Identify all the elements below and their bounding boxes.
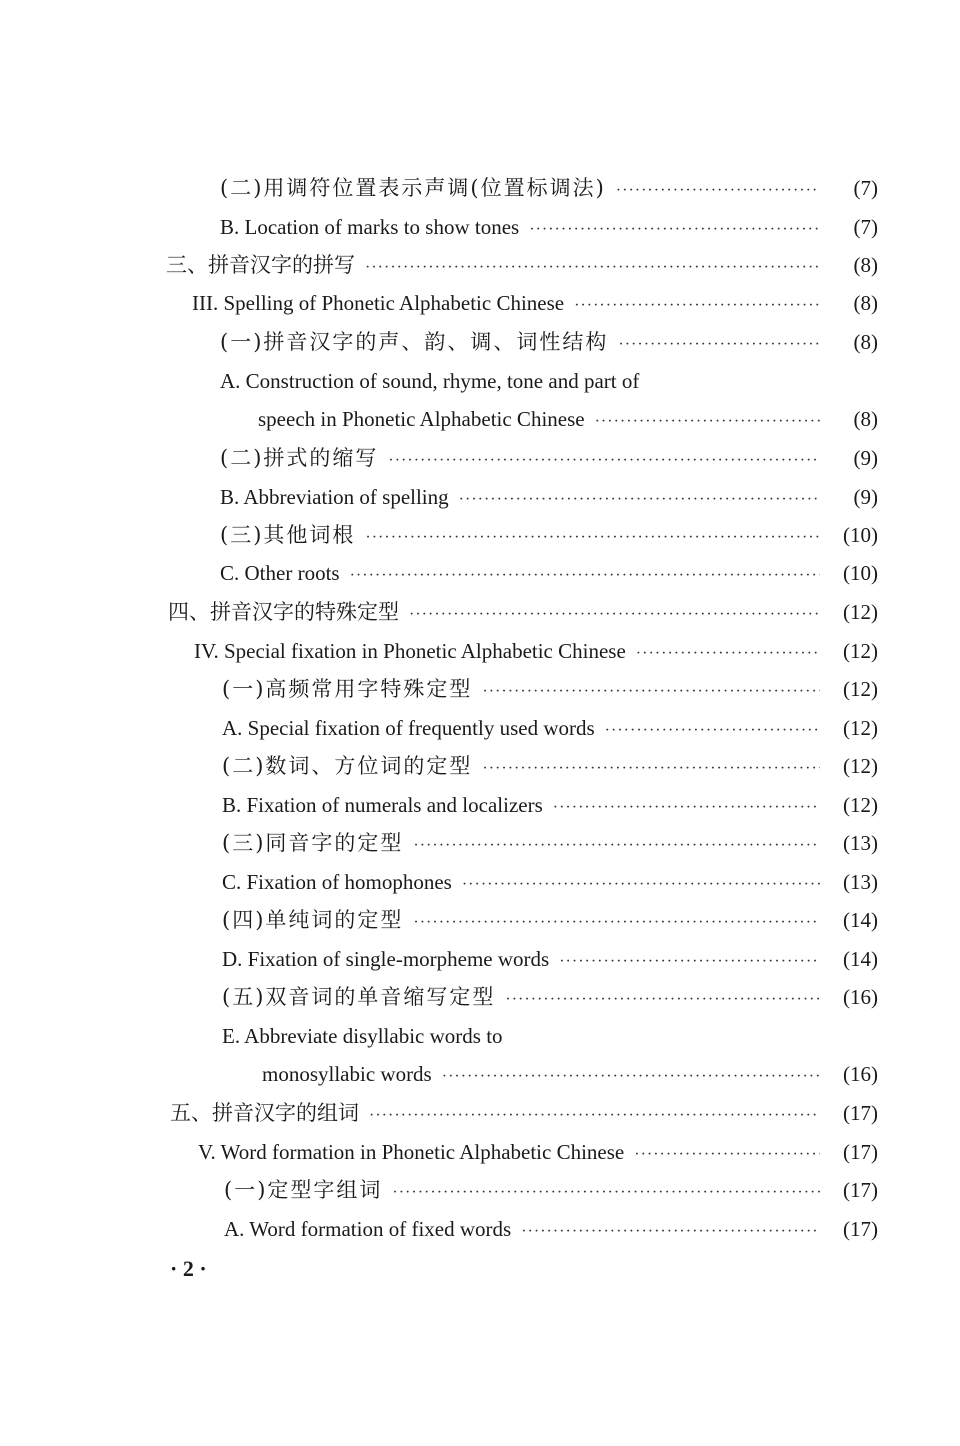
dot-leader bbox=[462, 870, 820, 900]
toc-entry-page: (12) bbox=[843, 677, 878, 701]
toc-entry-label: 五、拼音汉字的组词 bbox=[170, 1101, 359, 1125]
dot-leader bbox=[574, 291, 820, 321]
dot-leader bbox=[409, 600, 820, 630]
toc-entry-page: (14) bbox=[843, 908, 878, 932]
toc-entry-page: (13) bbox=[843, 831, 878, 855]
toc-entry bbox=[222, 944, 878, 974]
toc-entry-page: (12) bbox=[843, 754, 878, 778]
toc-entry bbox=[222, 751, 878, 781]
toc-entry-page: (8) bbox=[853, 253, 878, 277]
toc-entry-label: C. Fixation of homophones bbox=[222, 870, 452, 894]
toc-entry-label: (一)高频常用字特殊定型 bbox=[222, 677, 473, 701]
toc-entry-page: (16) bbox=[843, 1062, 878, 1086]
toc-entry-page: (12) bbox=[843, 639, 878, 663]
dot-leader bbox=[616, 176, 820, 206]
toc-entry-label: (二)数词、方位词的定型 bbox=[222, 754, 473, 778]
toc-entry-label: E. Abbreviate disyllabic words to bbox=[222, 1024, 503, 1048]
dot-leader bbox=[442, 1062, 820, 1092]
toc-entry bbox=[170, 1098, 878, 1128]
toc-entry bbox=[198, 1137, 878, 1167]
toc-entry-label: (一)定型字组词 bbox=[224, 1178, 383, 1202]
toc-entry-label: B. Location of marks to show tones bbox=[220, 215, 520, 239]
toc-entry-label: V. Word formation in Phonetic Alphabetic Chinese bbox=[198, 1140, 625, 1164]
toc-entry-page: (14) bbox=[843, 947, 878, 971]
dot-leader bbox=[413, 908, 820, 938]
dot-leader bbox=[413, 831, 820, 861]
toc-entry bbox=[194, 636, 878, 666]
dot-leader bbox=[392, 1178, 820, 1208]
toc-entry-page: (17) bbox=[843, 1101, 878, 1125]
toc-entry-label: D. Fixation of single-morpheme words bbox=[222, 947, 550, 971]
toc-entry-label: (四)单纯词的定型 bbox=[222, 908, 404, 932]
toc-entry-label: 四、拼音汉字的特殊定型 bbox=[168, 600, 399, 624]
dot-leader bbox=[529, 215, 820, 245]
toc-entry-page: (17) bbox=[843, 1178, 878, 1202]
dot-leader bbox=[505, 985, 820, 1015]
toc-entry-page: (12) bbox=[843, 793, 878, 817]
toc-entry bbox=[220, 327, 878, 357]
toc-entry-label: 三、拼音汉字的拼写 bbox=[166, 253, 355, 277]
dot-leader bbox=[595, 407, 820, 437]
toc-entry-label: speech in Phonetic Alphabetic Chinese bbox=[258, 407, 585, 431]
toc-entry-page: (9) bbox=[853, 446, 878, 470]
toc-entry-page: (8) bbox=[853, 407, 878, 431]
toc-entry bbox=[262, 1059, 878, 1089]
page-number: · 2 · bbox=[170, 1256, 207, 1281]
toc-entry-label: III. Spelling of Phonetic Alphabetic Chinese bbox=[192, 291, 565, 315]
dot-leader bbox=[521, 1217, 820, 1247]
toc-entry-label: A. Construction of sound, rhyme, tone and part of bbox=[220, 369, 640, 393]
toc-entry bbox=[220, 212, 878, 242]
toc-entry bbox=[258, 404, 878, 434]
toc-entry-page: (17) bbox=[843, 1140, 878, 1164]
toc-entry-page: (12) bbox=[843, 716, 878, 740]
toc-entry bbox=[220, 173, 878, 203]
toc-entry bbox=[222, 828, 878, 858]
toc-entry-label: IV. Special fixation in Phonetic Alphabetic Chinese bbox=[194, 639, 626, 663]
toc-entry-label: (二)拼式的缩写 bbox=[220, 446, 379, 470]
toc-entry-page: (8) bbox=[853, 330, 878, 354]
toc-entry-page: (13) bbox=[843, 870, 878, 894]
toc-entry-page: (7) bbox=[853, 176, 878, 200]
dot-leader bbox=[553, 793, 820, 823]
toc-entry bbox=[220, 558, 878, 588]
toc-entry-label: (三)同音字的定型 bbox=[222, 831, 404, 855]
toc-entry bbox=[222, 674, 878, 704]
dot-leader bbox=[482, 677, 820, 707]
toc-entry bbox=[222, 790, 878, 820]
dot-leader bbox=[350, 561, 820, 591]
toc-entry-label: (一)拼音汉字的声、韵、调、词性结构 bbox=[220, 330, 609, 354]
dot-leader bbox=[388, 446, 820, 476]
toc-entry-page: (16) bbox=[843, 985, 878, 1009]
toc-entry-label: monosyllabic words bbox=[262, 1062, 432, 1086]
toc-entry-label: C. Other roots bbox=[220, 561, 340, 585]
toc-entry bbox=[222, 982, 878, 1012]
toc-entry-page: (10) bbox=[843, 523, 878, 547]
toc-entry bbox=[224, 1175, 878, 1205]
toc-entry bbox=[220, 482, 878, 512]
dot-leader bbox=[618, 330, 820, 360]
toc-entry-page: (10) bbox=[843, 561, 878, 585]
dot-leader bbox=[636, 639, 820, 669]
toc-entry bbox=[222, 713, 878, 743]
dot-leader bbox=[559, 947, 820, 977]
dot-leader bbox=[459, 485, 820, 515]
dot-leader bbox=[482, 754, 820, 784]
toc-entry-label: A. Word formation of fixed words bbox=[224, 1217, 512, 1241]
toc-entry-label: B. Abbreviation of spelling bbox=[220, 485, 449, 509]
toc-entry bbox=[224, 1214, 878, 1244]
toc-entry-page: (8) bbox=[853, 291, 878, 315]
dot-leader bbox=[634, 1140, 820, 1170]
toc-entry bbox=[192, 288, 878, 318]
toc-entry bbox=[168, 597, 878, 627]
toc-entry bbox=[220, 520, 878, 550]
toc-entry bbox=[222, 867, 878, 897]
toc-entry-label: A. Special fixation of frequently used words bbox=[222, 716, 595, 740]
toc-entry bbox=[222, 1021, 878, 1051]
dot-leader bbox=[605, 716, 820, 746]
toc-entry bbox=[166, 250, 878, 280]
dot-leader bbox=[369, 1101, 820, 1131]
toc-entry bbox=[220, 443, 878, 473]
toc-entry-label: (三)其他词根 bbox=[220, 523, 356, 547]
toc-entry-page: (17) bbox=[843, 1217, 878, 1241]
toc-entry-label: (五)双音词的单音缩写定型 bbox=[222, 985, 496, 1009]
toc-entry-page: (12) bbox=[843, 600, 878, 624]
dot-leader bbox=[365, 523, 820, 553]
toc-entry-page: (9) bbox=[853, 485, 878, 509]
toc-entry-label: (二)用调符位置表示声调(位置标调法) bbox=[220, 176, 606, 200]
toc-entry bbox=[220, 366, 878, 396]
dot-leader bbox=[365, 253, 820, 283]
toc-entry-label: B. Fixation of numerals and localizers bbox=[222, 793, 543, 817]
toc-entry-page: (7) bbox=[853, 215, 878, 239]
toc-entry bbox=[222, 905, 878, 935]
